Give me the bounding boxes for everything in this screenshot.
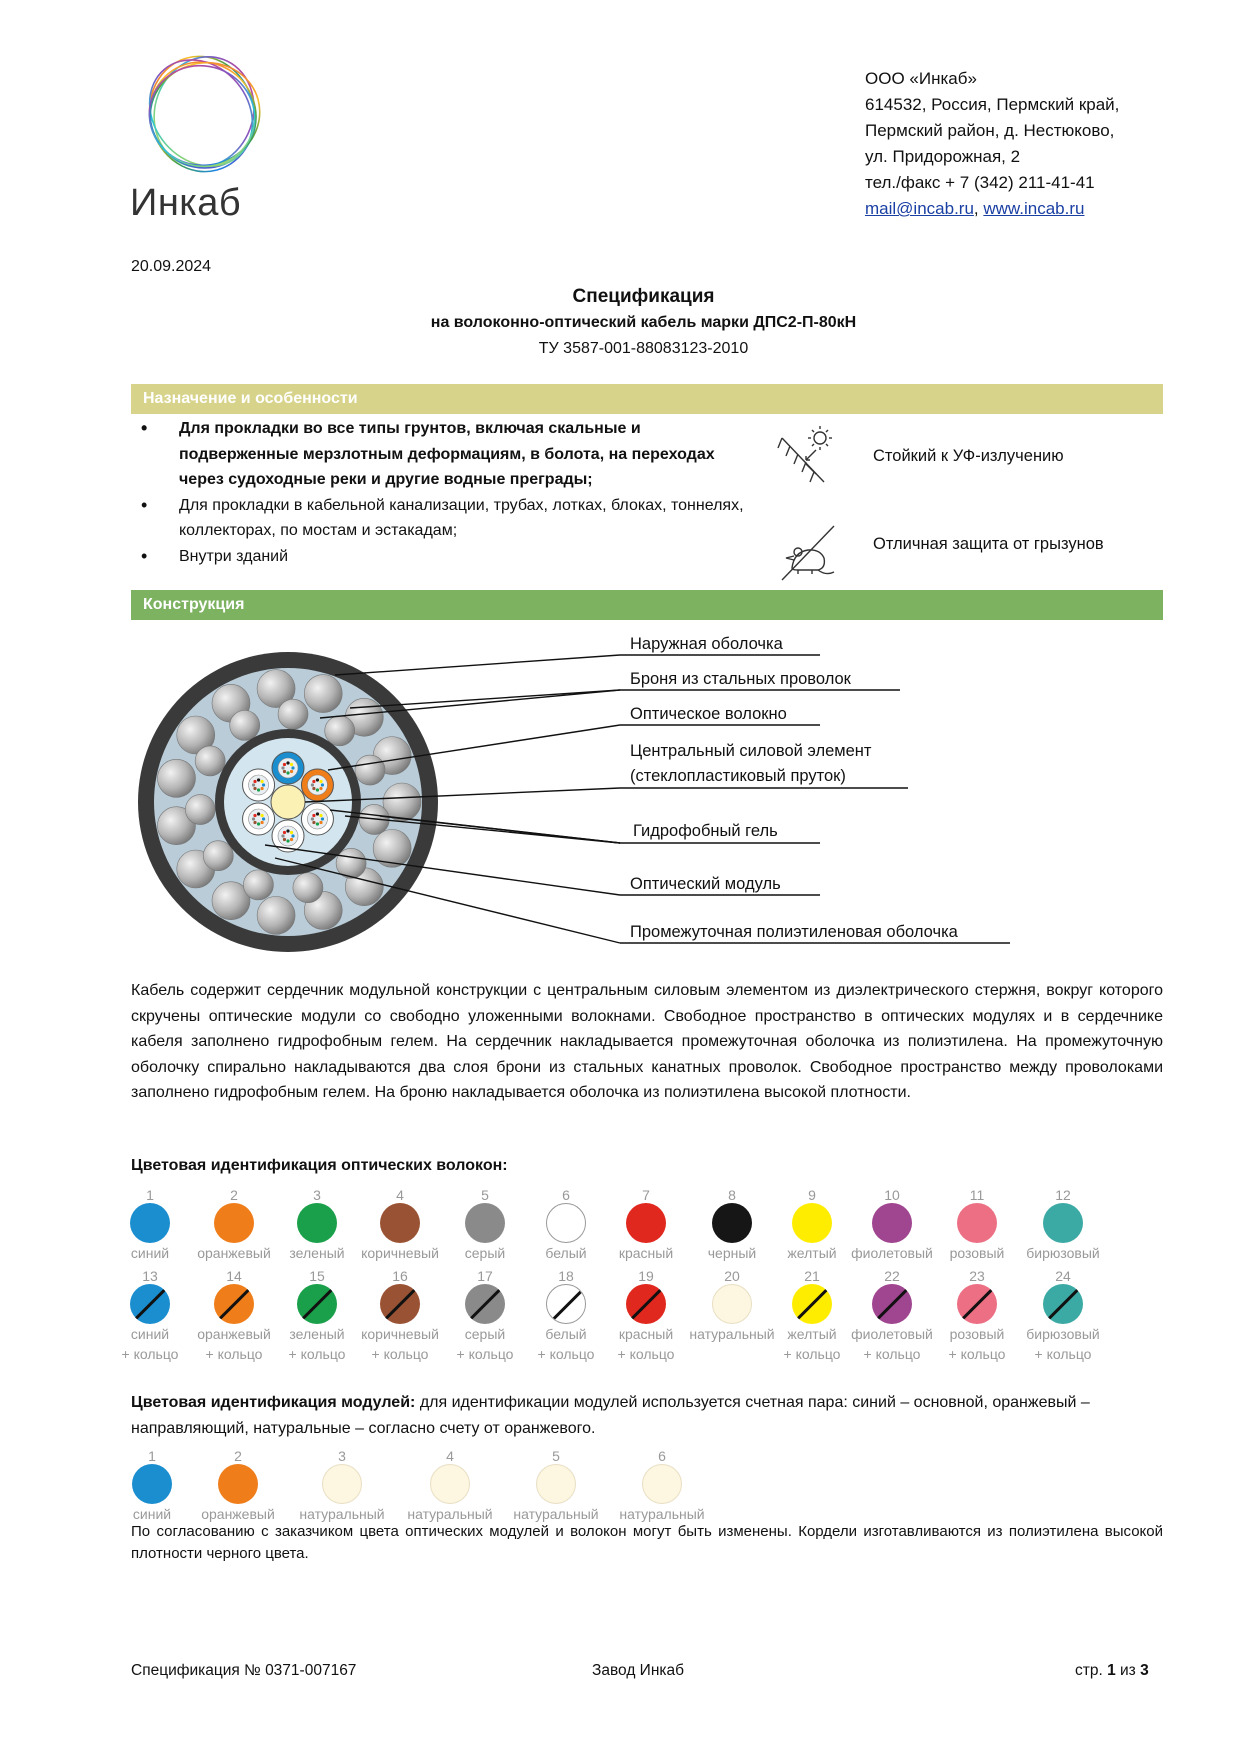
module-swatch [108,1448,196,1524]
module-swatch [194,1448,282,1524]
swatch-color-name: розовый [949,1326,1005,1342]
fiber-dot [321,783,324,786]
feature-rodent-text: Отличная защита от грызунов [873,535,1104,553]
color-circle [322,1464,362,1504]
fiber-swatch [106,1268,194,1364]
armor-wire [243,870,273,900]
company-address-1: 614532, Россия, Пермский край, [865,95,1120,114]
swatch-ring-suffix: + кольцо [288,1346,346,1362]
color-circle [297,1203,337,1243]
swatch-color-name: серый [464,1245,506,1261]
fiber-dot [262,817,265,820]
swatch-color-name: синий [130,1245,170,1261]
color-circle [130,1203,170,1243]
optical-module [243,769,275,801]
color-circle [792,1203,832,1243]
fiber-swatch [273,1268,361,1364]
construction-description: Кабель содержит сердечник модульной конструкции с центральным силовым элементом из диэлектрического стержня, вокруг которого скручены оптические модули со свободно уложенными волокнами. Свободное пространство в оптических модулях и в сердечнике кабеля заполнено гидрофобным гелем. На сердечник накладывается промежуточная оболочка из полиэтилена. На промежуточную оболочку спирально накладываются два слоя брони из стальных канатных проволок. Свободное пространство между проволоками заполнено гидрофобным гелем. На броню накладывается оболочка из полиэтилена высокой плотности. [131,982,1163,1101]
fiber-dot [316,822,319,825]
fiber-dot [316,812,319,815]
swatch-color-name: белый [545,1326,587,1342]
fiber-swatch [768,1187,856,1263]
swatch-color-name: синий [130,1326,170,1342]
color-circle [465,1203,505,1243]
swatch-ring-suffix: + кольцо [205,1346,263,1362]
fiber-swatch [356,1268,444,1364]
ring-mark [467,1285,504,1322]
fiber-dot [291,834,294,837]
color-circle [132,1464,172,1504]
swatch-number: 20 [724,1268,740,1284]
swatch-number: 11 [969,1187,985,1203]
color-circle [957,1203,997,1243]
label-optical-module: Оптический модуль [630,875,781,893]
customization-note: По согласованию с заказчиком цвета оптических модулей и волокон могут быть изменены. Кордели изготавливаются из полиэтилена высокой плотности черного цвета. [131,1523,1163,1562]
fiber-dot [281,834,284,837]
swatch-color-name: оранжевый [197,1245,271,1261]
color-circle [792,1284,832,1324]
module-colors-heading: Цветовая идентификация модулей: [131,1394,416,1411]
fiber-swatch [602,1268,690,1364]
company-links [865,196,1119,222]
document-date: 20.09.2024 [131,258,212,275]
purpose-item-1: • Для прокладки во все типы грунтов, включая скальные и подверженные мерзлотным деформациям, в болота, на переходах через судоходные реки и другие водные преграды; [131,416,751,493]
fiber-dot [253,787,256,790]
color-circle [1043,1203,1083,1243]
module-swatch [406,1448,494,1524]
color-circle [297,1284,337,1324]
fiber-dot [281,766,284,769]
swatch-number: 4 [396,1187,404,1203]
title-standard: ТУ 3587-001-88083123-2010 [538,340,749,357]
color-circle [130,1284,170,1324]
swatch-color-name: натуральный [407,1506,493,1522]
swatch-ring-suffix: + кольцо [783,1346,841,1362]
label-central-member-2: (стеклопластиковый пруток) [630,767,846,785]
footer-page-number [1075,1662,1149,1680]
fiber-dot [291,766,294,769]
fiber-dot [257,812,260,815]
label-optical-fiber: Оптическое волокно [630,705,787,723]
rodent-icon [776,522,840,586]
armor-wire [195,746,225,776]
fiber-swatch [356,1187,444,1263]
company-name: ООО «Инкаб» [865,69,977,88]
email-link[interactable]: mail@incab.ru [865,199,974,218]
fiber-swatch [522,1268,610,1364]
ring-mark [132,1285,169,1322]
swatch-number: 12 [1055,1187,1071,1203]
footer-spec-number: Спецификация № 0371-007167 [131,1662,357,1679]
color-circle [872,1284,912,1324]
swatch-number: 3 [338,1448,346,1464]
fiber-swatch [441,1268,529,1364]
swatch-number: 24 [1055,1268,1071,1284]
fiber-swatch [688,1187,776,1263]
fiber-dot [316,788,319,791]
fiber-swatch [1019,1187,1107,1263]
fiber-dot [286,839,289,842]
swatch-number: 19 [638,1268,654,1284]
color-circle [380,1203,420,1243]
fiber-swatch [273,1187,361,1263]
fiber-dot [290,770,293,773]
color-circle [546,1284,586,1324]
fiber-dot [311,817,314,820]
armor-wire [325,716,355,746]
fiber-dot [319,814,322,817]
label-inner-sheath: Промежуточная полиэтиленовая оболочка [630,923,958,941]
ring-mark [959,1285,996,1322]
swatch-number: 18 [558,1268,574,1284]
swatch-number: 5 [552,1448,560,1464]
swatch-number: 6 [658,1448,666,1464]
fiber-dot [257,822,260,825]
fiber-swatch [106,1187,194,1263]
fiber-swatch [441,1187,529,1263]
swatch-color-name: розовый [949,1245,1005,1261]
color-circle [626,1203,666,1243]
color-circle [214,1203,254,1243]
swatch-number: 10 [884,1187,900,1203]
fiber-dot [257,778,260,781]
swatch-color-name: оранжевый [201,1506,275,1522]
swatch-color-name: натуральный [513,1506,599,1522]
ring-mark [794,1285,831,1322]
color-circle [218,1464,258,1504]
fiber-dot [252,817,255,820]
fiber-dot [316,778,319,781]
color-circle [214,1284,254,1324]
swatch-ring-suffix: + кольцо [1034,1346,1092,1362]
fiber-dot [312,821,315,824]
label-gel: Гидрофобный гель [633,822,778,840]
fiber-dot [253,814,256,817]
fiber-swatch [768,1268,856,1364]
swatch-number: 14 [226,1268,242,1284]
purpose-list [131,416,751,569]
swatch-color-name: бирюзовый [1026,1326,1100,1342]
fiber-dot [290,763,293,766]
fiber-dot [260,787,263,790]
ring-mark [382,1285,419,1322]
swatch-number: 17 [477,1268,493,1284]
label-steel-armor: Броня из стальных проволок [630,670,851,688]
swatch-color-name: натуральный [689,1326,775,1342]
ring-mark [216,1285,253,1322]
swatch-number: 23 [969,1268,985,1284]
swatch-color-name: фиолетовый [851,1245,933,1261]
fiber-dot [257,788,260,791]
swatch-number: 13 [142,1268,158,1284]
armor-wire [304,675,342,713]
armor-wire [355,755,385,785]
color-circle [380,1284,420,1324]
color-circle [957,1284,997,1324]
swatch-number: 6 [562,1187,570,1203]
fiber-dot [283,838,286,841]
swatch-number: 5 [481,1187,489,1203]
module-swatch [298,1448,386,1524]
logo-text: Инкаб [130,182,242,224]
armor-wire [293,873,323,903]
optical-module [301,803,333,835]
swatch-number: 16 [392,1268,408,1284]
swatch-ring-suffix: + кольцо [121,1346,179,1362]
swatch-ring-suffix: + кольцо [617,1346,675,1362]
ring-mark [628,1285,665,1322]
title-subtitle: на волоконно-оптический кабель марки ДПС2-П-80кН [430,314,857,331]
fiber-dot [312,787,315,790]
armor-wire [278,699,308,729]
fiber-dot [321,817,324,820]
swatch-color-name: коричневый [361,1245,439,1261]
cable-body [138,652,438,952]
fiber-swatch [848,1268,936,1364]
central-strength-member [271,785,305,819]
swatch-color-name: натуральный [299,1506,385,1522]
fiber-swatch [190,1268,278,1364]
section-purpose-heading: Назначение и особенности [131,384,1163,414]
company-phone: тел./факс + 7 (342) 211-41-41 [865,173,1095,192]
swatch-ring-suffix: + кольцо [863,1346,921,1362]
swatch-color-name: бирюзовый [1026,1245,1100,1261]
page-mid: из [1115,1662,1141,1679]
fiber-dot [283,831,286,834]
color-circle [465,1284,505,1324]
armor-wire [185,795,215,825]
swatch-ring-suffix: + кольцо [948,1346,1006,1362]
swatch-number: 9 [808,1187,816,1203]
label-outer-sheath: Наружная оболочка [630,635,783,653]
swatch-ring-suffix: + кольцо [537,1346,595,1362]
section-construction-heading: Конструкция [131,590,1163,620]
fiber-dot [319,780,322,783]
fiber-dot [319,821,322,824]
module-swatch [618,1448,706,1524]
swatch-number: 2 [234,1448,242,1464]
swatch-color-name: серый [464,1326,506,1342]
optical-module [301,769,333,801]
feature-uv-text: Стойкий к УФ-излучению [873,447,1064,465]
swatch-color-name: черный [707,1245,757,1261]
color-circle [536,1464,576,1504]
optical-module [243,803,275,835]
ring-mark [549,1286,586,1323]
swatch-color-name: зеленый [289,1245,345,1261]
swatch-color-name: оранжевый [197,1326,271,1342]
swatch-number: 4 [446,1448,454,1464]
company-details [865,66,1119,222]
document-title [0,284,1241,362]
armor-wire [157,759,195,797]
title-main: Спецификация [572,286,715,307]
swatch-color-name: фиолетовый [851,1326,933,1342]
swatch-number: 7 [642,1187,650,1203]
armor-wire [203,841,233,871]
fiber-dot [286,761,289,764]
swatch-color-name: синий [132,1506,172,1522]
swatch-color-name: желтый [787,1326,837,1342]
page-total: 3 [1140,1662,1149,1679]
swatch-number: 8 [728,1187,736,1203]
module-colors-description: для идентификации модулей используется счетная пара: синий – основной, оранжевый – направляющий, натуральные – согласно счету от оранжевого. [131,1394,1090,1437]
swatch-ring-suffix: + кольцо [456,1346,514,1362]
fiber-swatch [933,1187,1021,1263]
fiber-swatch [688,1268,776,1344]
fiber-dot [286,829,289,832]
fiber-dot [252,783,255,786]
armor-wire [257,896,295,934]
swatch-number: 1 [148,1448,156,1464]
color-circle [712,1284,752,1324]
ring-mark [1045,1285,1082,1322]
fiber-dot [311,783,314,786]
fiber-dot [260,780,263,783]
swatch-color-name: желтый [787,1245,837,1261]
swatch-number: 2 [230,1187,238,1203]
fiber-swatch [602,1187,690,1263]
fiber-dot [253,821,256,824]
swatch-number: 22 [884,1268,900,1284]
color-circle [430,1464,470,1504]
purpose-item-3: • Внутри зданий [131,544,751,570]
color-circle [642,1464,682,1504]
cable-cross-section-diagram [130,630,1040,960]
fiber-dot [312,814,315,817]
fiber-dot [290,838,293,841]
company-address-3: ул. Придорожная, 2 [865,147,1021,166]
website-link[interactable]: www.incab.ru [983,199,1085,218]
fiber-swatch [190,1187,278,1263]
swatch-ring-suffix: + кольцо [371,1346,429,1362]
fiber-swatch [1019,1268,1107,1364]
color-circle [1043,1284,1083,1324]
color-circle [626,1284,666,1324]
color-circle [546,1203,586,1243]
swatch-number: 3 [313,1187,321,1203]
page-prefix: стр. [1075,1662,1108,1679]
fiber-dot [260,821,263,824]
color-circle [712,1203,752,1243]
swatch-number: 21 [804,1268,820,1284]
fiber-dot [319,787,322,790]
fiber-dot [253,780,256,783]
purpose-item-2: • Для прокладки в кабельной канализации, трубах, лотках, блоках, тоннелях, коллекторах, по мостам и эстакадам; [131,493,751,544]
company-address-2: Пермский район, д. Нестюково, [865,121,1115,140]
label-central-member-1: Центральный силовой элемент [630,742,872,760]
fiber-colors-heading: Цветовая идентификация оптических волокон: [131,1157,508,1174]
fiber-swatch [933,1268,1021,1364]
fiber-dot [283,763,286,766]
fiber-dot [312,780,315,783]
ring-mark [874,1285,911,1322]
optical-module [272,752,304,784]
swatch-color-name: натуральный [619,1506,705,1522]
swatch-color-name: зеленый [289,1326,345,1342]
uv-sun-icon [776,424,840,488]
fiber-dot [283,770,286,773]
ring-mark [299,1285,336,1322]
fiber-dot [290,831,293,834]
color-circle [872,1203,912,1243]
page-current: 1 [1107,1662,1116,1679]
swatch-color-name: красный [618,1326,674,1342]
footer-plant: Завод Инкаб [592,1662,684,1679]
swatch-color-name: красный [618,1245,674,1261]
fiber-swatch [522,1187,610,1263]
fiber-dot [262,783,265,786]
swatch-number: 1 [146,1187,154,1203]
module-swatch [512,1448,600,1524]
fiber-dot [260,814,263,817]
swatch-number: 15 [309,1268,325,1284]
swatch-color-name: белый [545,1245,587,1261]
module-colors-text [131,1390,1163,1441]
fiber-swatch [848,1187,936,1263]
link-separator: , [973,199,984,218]
swatch-color-name: коричневый [361,1326,439,1342]
fiber-dot [286,771,289,774]
armor-wire [230,710,260,740]
